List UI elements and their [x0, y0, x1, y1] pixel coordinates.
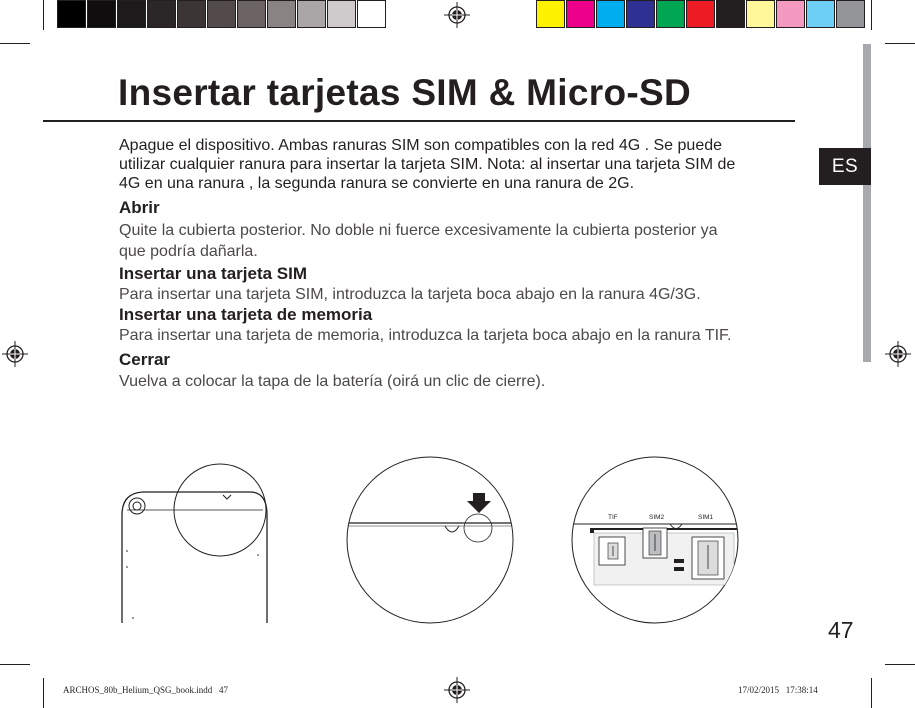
- section-body-cerrar: [119, 372, 799, 391]
- section-heading-insert-memory: Insertar una tarjeta de memoria: [119, 305, 373, 324]
- registration-mark-icon: [444, 677, 470, 703]
- intro-line: 4G en una ranura , la segunda ranura se convierte en una ranura de 2G.: [119, 175, 635, 192]
- intro-line: Apague el dispositivo. Ambas ranuras SIM son compatibles con la red 4G . Se puede: [119, 137, 723, 154]
- color-swatch: [147, 0, 176, 28]
- color-swatch: [626, 0, 655, 28]
- crop-mark: [0, 664, 30, 665]
- section-line: Para insertar una tarjeta de memoria, introduzca la tarjeta boca abajo en la ranura TIF.: [119, 327, 732, 344]
- color-swatch: [686, 0, 715, 28]
- section-heading-abrir: Abrir: [119, 198, 160, 217]
- section-line: que podría dañarla.: [119, 243, 258, 260]
- slot-label-sim2: SIM2: [649, 514, 665, 521]
- crop-mark: [885, 664, 915, 665]
- section-line: Vuelva a colocar la tapa de la batería (oirá un clic de cierre).: [119, 373, 546, 390]
- color-swatch: [237, 0, 266, 28]
- section-heading-insert-sim: Insertar una tarjeta SIM: [119, 264, 308, 283]
- crop-mark: [43, 678, 44, 708]
- page-title: Insertar tarjetas SIM & Micro-SD: [118, 72, 691, 113]
- section-body-insert-memory: [119, 326, 799, 345]
- intro-line: utilizar cualquier ranura para insertar la tarjeta SIM. Nota: al insertar una tarjeta SIM de: [119, 156, 736, 173]
- color-swatch: [836, 0, 865, 28]
- color-swatch: [57, 0, 86, 28]
- color-swatch: [596, 0, 625, 28]
- registration-mark-icon: [885, 341, 911, 367]
- intro-paragraph: [119, 136, 799, 193]
- crop-mark: [871, 678, 872, 708]
- section-body-insert-sim: [119, 285, 799, 304]
- color-swatch: [207, 0, 236, 28]
- color-swatch: [656, 0, 685, 28]
- color-swatch: [177, 0, 206, 28]
- color-swatch: [297, 0, 326, 28]
- color-swatch: [357, 0, 386, 28]
- crop-mark: [43, 0, 44, 30]
- color-swatch: [327, 0, 356, 28]
- title-rule: [43, 120, 795, 122]
- print-slug-date: 17/02/2015 17:38:14: [738, 685, 818, 695]
- card-slots-illustration: [570, 455, 740, 625]
- crop-mark: [885, 43, 915, 44]
- color-swatch: [536, 0, 565, 28]
- page-edge-bar: [863, 44, 871, 362]
- crop-mark: [871, 0, 872, 30]
- tablet-back-illustration: [115, 455, 285, 625]
- page-number: 47: [828, 617, 854, 643]
- section-line: Para insertar una tarjeta SIM, introduzca la tarjeta boca abajo en la ranura 4G/3G.: [119, 286, 701, 303]
- print-slug-file: ARCHOS_80b_Helium_QSG_book.indd 47: [63, 685, 229, 695]
- color-swatch: [267, 0, 296, 28]
- slot-label-tif: TIF: [608, 514, 618, 521]
- color-swatch: [746, 0, 775, 28]
- color-swatch: [117, 0, 146, 28]
- registration-mark-icon: [444, 2, 470, 28]
- cover-opening-illustration: [345, 455, 515, 625]
- section-body-abrir: [119, 220, 799, 262]
- slot-label-sim1: SIM1: [698, 514, 714, 521]
- crop-mark: [0, 43, 30, 44]
- color-swatch: [716, 0, 745, 28]
- color-swatch: [566, 0, 595, 28]
- section-line: Quite la cubierta posterior. No doble ni fuerce excesivamente la cubierta posterior ya: [119, 222, 718, 239]
- process-color-bar: [536, 0, 866, 30]
- color-swatch: [87, 0, 116, 28]
- registration-mark-icon: [2, 341, 28, 367]
- color-swatch: [776, 0, 805, 28]
- section-heading-cerrar: Cerrar: [119, 350, 171, 369]
- language-tab: ES: [819, 148, 871, 185]
- gray-color-bar: [57, 0, 387, 30]
- color-swatch: [806, 0, 835, 28]
